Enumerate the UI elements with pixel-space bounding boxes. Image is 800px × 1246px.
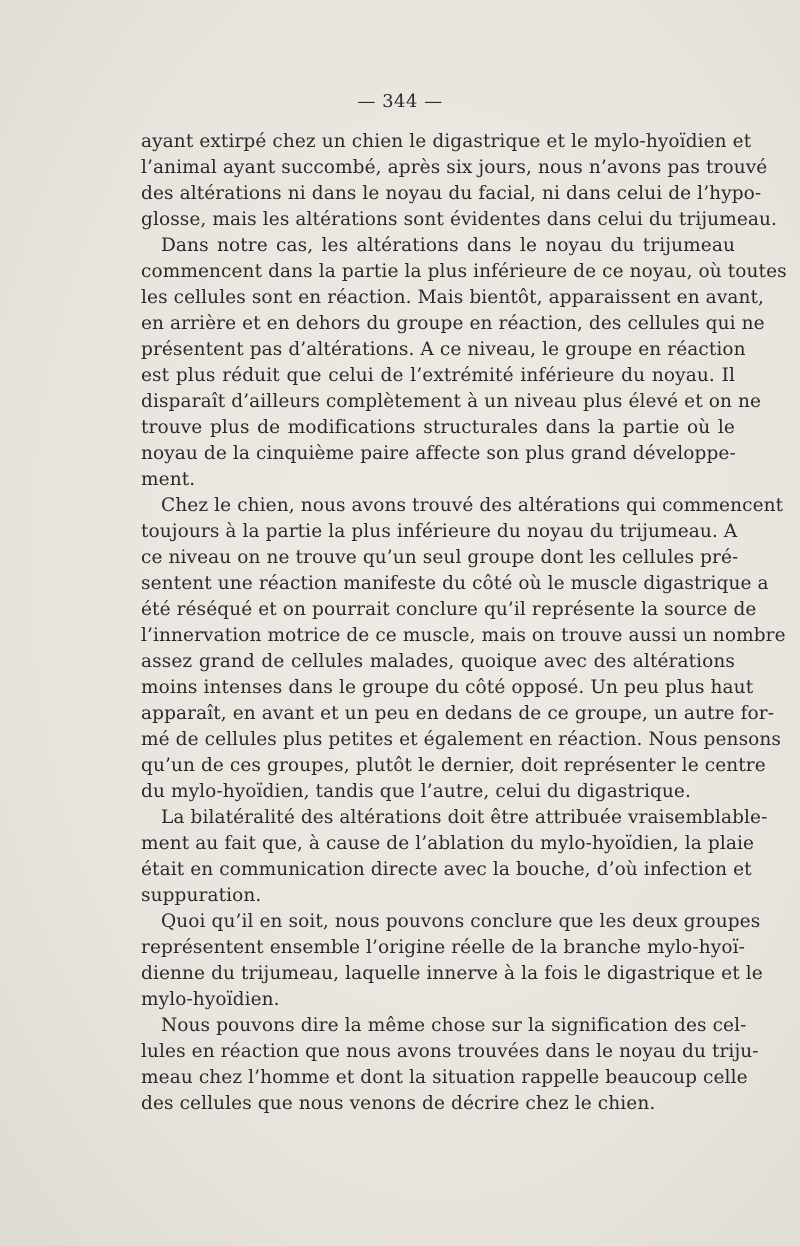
text-line: assez grand de cellules malades, quoique avec des altérations — [141, 651, 735, 672]
text-line: en arrière et en dehors du groupe en réaction, des cellules qui ne — [141, 313, 765, 334]
text-line: sentent une réaction manifeste du côté où le muscle digastrique a — [141, 573, 769, 594]
text-line: moins intenses dans le groupe du côté opposé. Un peu plus haut — [141, 677, 754, 698]
text-line: qu’un de ces groupes, plutôt le dernier, doit représenter le centre — [141, 755, 766, 776]
text-line: ayant extirpé chez un chien le digastrique et le mylo-hyoïdien et — [141, 131, 752, 152]
text-line: disparaît d’ailleurs complètement à un niveau plus élevé et on ne — [141, 391, 762, 412]
text-line: glosse, mais les altérations sont évidentes dans celui du trijumeau. — [141, 209, 778, 230]
text-line: l’innervation motrice de ce muscle, mais on trouve aussi un nombre — [141, 625, 786, 646]
text-line: des altérations ni dans le noyau du facial, ni dans celui de l’hypo- — [141, 183, 762, 204]
text-line: lules en réaction que nous avons trouvées dans le noyau du triju- — [141, 1041, 759, 1062]
page-number: — 344 — — [357, 91, 443, 112]
text-line: Quoi qu’il en soit, nous pouvons conclure que les deux groupes — [161, 911, 761, 932]
text-line: Chez le chien, nous avons trouvé des altérations qui commencent — [161, 495, 784, 516]
text-line: dienne du trijumeau, laquelle innerve à la fois le digastrique et le — [141, 963, 763, 984]
text-line: meau chez l’homme et dont la situation rappelle beaucoup celle — [141, 1067, 748, 1088]
text-line: l’animal ayant succombé, après six jours, nous n’avons pas trouvé — [141, 157, 768, 178]
text-line: les cellules sont en réaction. Mais bientôt, apparaissent en avant, — [141, 287, 765, 308]
text-line: présentent pas d’altérations. A ce niveau, le groupe en réaction — [141, 339, 746, 360]
text-line: ce niveau on ne trouve qu’un seul groupe dont les cellules pré- — [141, 547, 739, 568]
body-text — [141, 129, 787, 1117]
text-line: La bilatéralité des altérations doit être attribuée vraisemblable- — [161, 807, 768, 828]
text-line: mylo-hyoïdien. — [141, 989, 280, 1010]
text-line: mé de cellules plus petites et également en réaction. Nous pensons — [141, 729, 782, 750]
text-line: apparaît, en avant et un peu en dedans de ce groupe, un autre for- — [141, 703, 775, 724]
text-line: été réséqué et on pourrait conclure qu’il représente la source de — [141, 599, 757, 620]
text-line: est plus réduit que celui de l’extrémité inférieure du noyau. Il — [141, 365, 735, 386]
text-line: ment. — [141, 469, 196, 490]
text-line: des cellules que nous venons de décrire chez le chien. — [141, 1093, 656, 1114]
text-line: toujours à la partie la plus inférieure du noyau du trijumeau. A — [141, 521, 738, 542]
text-line: Dans notre cas, les altérations dans le noyau du trijumeau — [161, 235, 735, 256]
text-line: représentent ensemble l’origine réelle de la branche mylo-hyoï- — [141, 937, 745, 958]
text-line: Nous pouvons dire la même chose sur la signification des cel- — [161, 1015, 747, 1036]
text-line: suppuration. — [141, 885, 262, 906]
text-line: noyau de la cinquième paire affecte son plus grand développe- — [141, 443, 736, 464]
text-line: trouve plus de modifications structurales dans la partie où le — [141, 417, 735, 438]
text-line: du mylo-hyoïdien, tandis que l’autre, celui du digastrique. — [141, 781, 691, 802]
text-line: commencent dans la partie la plus inférieure de ce noyau, où toutes — [141, 261, 787, 282]
text-line: était en communication directe avec la bouche, d’où infection et — [141, 859, 752, 880]
text-line: ment au fait que, à cause de l’ablation du mylo-hyoïdien, la plaie — [141, 833, 755, 854]
